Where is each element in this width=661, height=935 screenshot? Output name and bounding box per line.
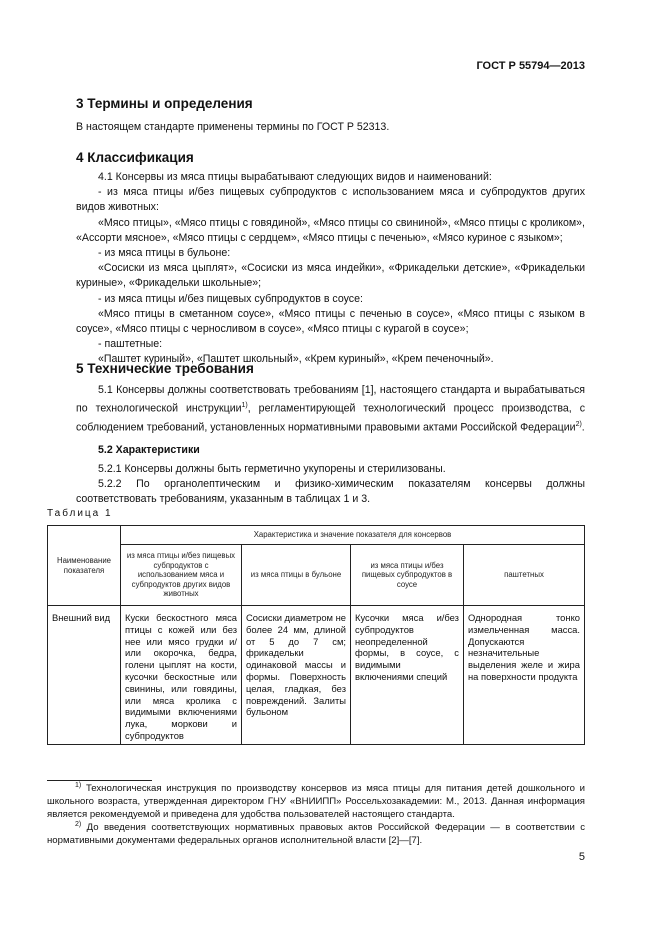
table-caption: Таблица 1 xyxy=(47,508,113,519)
section-3 xyxy=(76,96,585,135)
section-5 xyxy=(76,361,585,507)
section-4-heading: 4 Классификация xyxy=(76,150,194,165)
classification-list xyxy=(76,170,585,368)
table-row xyxy=(48,606,585,745)
table-cell: Сосиски диаметром не более 24 мм, длиной от 5 до 7 см; фрикадельки одинаковой массы и формы. Поверхность целая, гладкая, без повреждений. Залиты бульоном xyxy=(242,606,351,745)
section-3-text: В настоящем стандарте применены термины по ГОСТ Р 52313. xyxy=(76,121,390,133)
classification-line: - из мяса птицы и/без пищевых субпродуктов с использованием мяса и субпродуктов других видов животных: xyxy=(76,186,585,214)
column-header: из мяса птицы и/без пищевых субпродуктов в соусе xyxy=(351,545,464,606)
document-code: ГОСТ Р 55794—2013 xyxy=(476,60,585,72)
classification-line: «Сосиски из мяса цыплят», «Сосиски из мяса индейки», «Фрикадельки детские», «Фрикадельки куриные», «Фрикадельки школьные»; xyxy=(76,262,585,290)
indicator-cell: Внешний вид xyxy=(48,606,121,745)
classification-line: - из мяса птицы в бульоне: xyxy=(98,247,231,260)
table-header-row xyxy=(48,526,585,545)
indicator-column-header: Наименование показателя xyxy=(48,526,121,606)
paragraph-5-2-2: 5.2.2 По органолептическим и физико-химическим показателям консервы должны соответствовать требованиям, указанным в таблицах 1 и 3. xyxy=(76,477,585,506)
footnote-1: $^{1)}$ Технологическая инструкция по производству консервов из мяса птицы для питания детей дошкольного и школьного возраста, утвержденная директором ГНУ «ВНИИПП» Россельхозакадемии: М., 2013. Данная информация является рекомендуемой и приведена для удобства пользователей настоящего стандарта. xyxy=(47,782,585,821)
classification-line: - паштетные: xyxy=(98,338,163,351)
paragraph-5-2-1: 5.2.1 Консервы должны быть герметично укупорены и стерилизованы. xyxy=(98,462,446,475)
footnote-2: $^{2)}$ До введения соответствующих нормативных правовых актов Российской Федерации — в соответствии с нормативными документами федеральных органов исполнительной власти [2]—[7]. xyxy=(47,821,585,847)
column-header: из мяса птицы в бульоне xyxy=(242,545,351,606)
subsection-5-2-heading: 5.2 Характеристики xyxy=(98,443,200,456)
table-cell: Куски бескостного мяса птицы с кожей или без нее или мясо грудки и/или окорочка, бедра, голени цыплят на кости, кусочки бескостные или свинины, или говядины, или мяса кролика с видимыми включениями лука, моркови и субпродуктов xyxy=(121,606,242,745)
footnote-ref-1[interactable]: 1) xyxy=(241,402,248,410)
section-3-heading: 3 Термины и определения xyxy=(76,96,253,111)
classification-line: - из мяса птицы и/без пищевых субпродуктов в соусе: xyxy=(98,292,363,305)
footnote-ref-2[interactable]: 2) xyxy=(575,420,582,428)
section-5-heading: 5 Технические требования xyxy=(76,361,254,376)
group-column-header: Характеристика и значение показателя для консервов xyxy=(121,526,585,545)
table-subheader-row xyxy=(48,545,585,606)
column-header: из мяса птицы и/без пищевых субпродуктов с использованием мяса и субпродуктов других видов животных xyxy=(121,545,242,606)
classification-line: «Мясо птицы», «Мясо птицы с говядиной», «Мясо птицы со свининой», «Мясо птицы с кроликом», «Ассорти мясное», «Мясо птицы с сердцем», «Мясо птицы с печенью», «Мясо куриное с языком»; xyxy=(76,216,585,244)
section-4 xyxy=(76,150,585,368)
classification-line: «Мясо птицы в сметанном соусе», «Мясо птицы с печенью в соусе», «Мясо птицы с языком в соусе», «Мясо птицы с черносливом в соусе», «Мясо птицы с курагой в соусе»; xyxy=(76,307,585,336)
page-number: 5 xyxy=(578,851,585,863)
table-cell: Однородная тонко измельченная масса. Допускаются незначительные выделения желе и жира на поверхности продукта xyxy=(464,606,585,745)
classification-line: 4.1 Консервы из мяса птицы вырабатывают следующих видов и наименований: xyxy=(98,171,492,183)
table-cell: Кусочки мяса и/без субпродуктов неопределенной формы, в соусе, с видимыми включениями специй xyxy=(351,606,464,745)
classification-line: «Паштет куриный», «Паштет школьный», «Крем куриный», «Крем печеночный». xyxy=(98,353,494,366)
column-header: паштетных xyxy=(464,545,585,606)
paragraph-5-1: 5.1 Консервы должны соответствовать требованиям [1], настоящего стандарта и вырабатываться по технологической инструкции$^{1)}$, регламентирующей технологический процесс производства, с соблюдением требований, установленных нормативными правовыми актами Российской Федерации$^{2)}$. xyxy=(76,384,585,434)
table-1 xyxy=(47,525,585,745)
